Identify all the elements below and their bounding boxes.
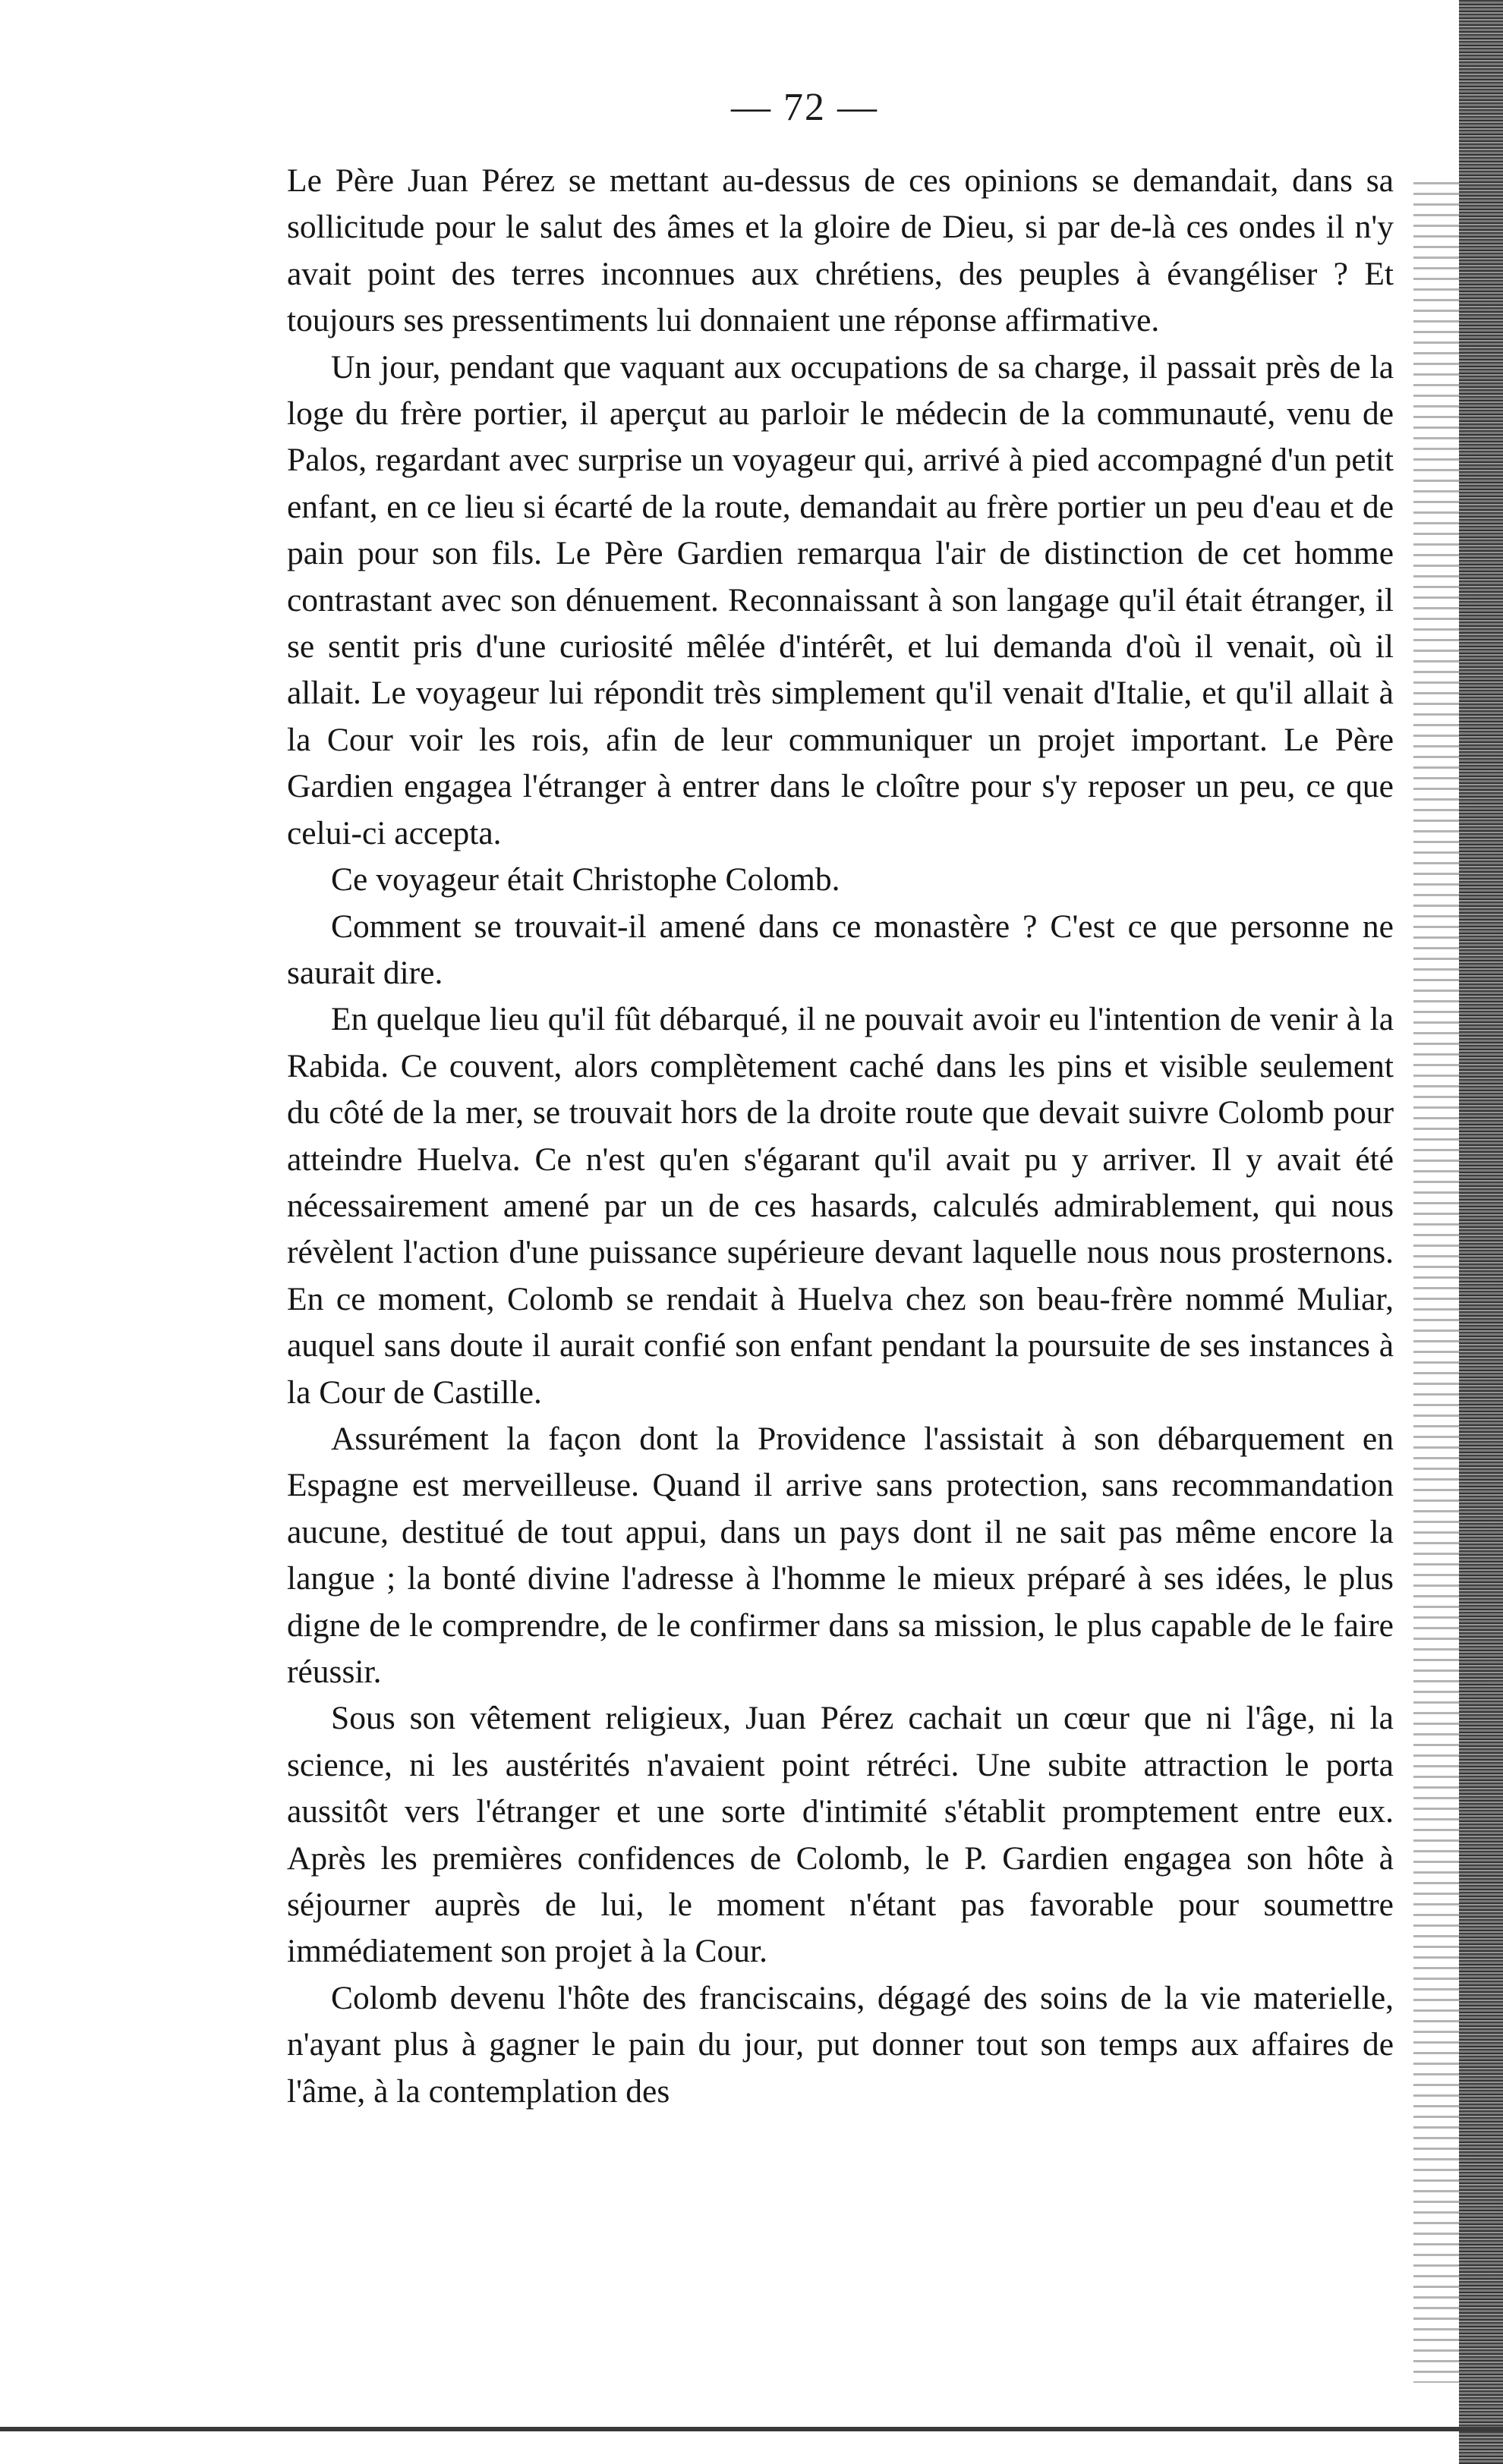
paragraph-7: Sous son vêtement religieux, Juan Pérez cachait un cœur que ni l'âge, ni la science, ni les austérités n'avaient point rétréci. Une subite attraction le porta aussitôt vers l'étranger et une sorte d'intimité s'établit promptement entre eux. Après les premières confidences de Colomb, le P. Gardien engagea son hôte à séjourner auprès de lui, le moment n'étant pas favorable pour soumettre immédiatement son projet à la Cour. bbox=[287, 1700, 1394, 1970]
scan-binding-edge bbox=[1459, 0, 1503, 2464]
paragraph-1: Le Père Juan Pérez se mettant au-dessus de ces opinions se demandait, dans sa sollicitude pour le salut des âmes et la gloire de Dieu, si par de-là ces ondes il n'y avait point des terres inconnues aux chrétiens, des peuples à évangéliser ? Et toujours ses pressentiments lui donnaient une réponse affirmative. bbox=[287, 162, 1394, 339]
paragraph-6: Assurément la façon dont la Providence l'assistait à son débarquement en Espagne est merveilleuse. Quand il arrive sans protection, sans recommandation aucune, destitué de tout appui, dans un pays dont il ne sait pas même encore la langue ; la bonté divine l'adresse à l'homme le mieux préparé à ses idées, le plus digne de le comprendre, de le confirmer dans sa mission, le plus capable de le faire réussir. bbox=[287, 1420, 1394, 1690]
paragraph-3: Ce voyageur était Christophe Colomb. bbox=[331, 861, 840, 898]
page-text bbox=[287, 158, 1394, 2115]
paragraph-8: Colomb devenu l'hôte des franciscains, dégagé des soins de la vie materielle, n'ayant plus à gagner le pain du jour, put donner tout son temps aux affaires de l'âme, à la contemplation des bbox=[287, 1979, 1394, 2110]
paragraph-4: Comment se trouvait-il amené dans ce monastère ? C'est ce que personne ne saurait dire. bbox=[287, 908, 1394, 991]
scan-edge-speckle bbox=[1413, 182, 1459, 2383]
page-number: — 72 — bbox=[731, 86, 878, 129]
scan-bottom-edge bbox=[0, 2427, 1503, 2431]
paragraph-5: En quelque lieu qu'il fût débarqué, il ne pouvait avoir eu l'intention de venir à la Rabida. Ce couvent, alors complètement caché dans les pins et visible seulement du côté de la mer, se trouvait hors de la droite route que devait suivre Colomb pour atteindre Huelva. Ce n'est qu'en s'égarant qu'il avait pu y arriver. Il y avait été nécessairement amené par un de ces hasards, calculés admirablement, qui nous révèlent l'action d'une puissance supérieure devant laquelle nous nous prosternons. En ce moment, Colomb se rendait à Huelva chez son beau-frère nommé Muliar, auquel sans doute il aurait confié son enfant pendant la poursuite de ses instances à la Cour de Castille. bbox=[287, 1001, 1394, 1411]
paragraph-2: Un jour, pendant que vaquant aux occupations de sa charge, il passait près de la loge du frère portier, il aperçut au parloir le médecin de la communauté, venu de Palos, regardant avec surprise un voyageur qui, arrivé à pied accompagné d'un petit enfant, en ce lieu si écarté de la route, demandait au frère portier un peu d'eau et de pain pour son fils. Le Père Gardien remarqua l'air de distinction de cet homme contrastant avec son dénuement. Reconnaissant à son langage qu'il était étranger, il se sentit pris d'une curiosité mêlée d'intérêt, et lui demanda d'où il venait, où il allait. Le voyageur lui répondit très simplement qu'il venait d'Italie, et qu'il allait à la Cour voir les rois, afin de leur communiquer un projet important. Le Père Gardien engagea l'étranger à entrer dans le cloître pour s'y reposer un peu, ce que celui-ci accepta. bbox=[287, 348, 1394, 851]
